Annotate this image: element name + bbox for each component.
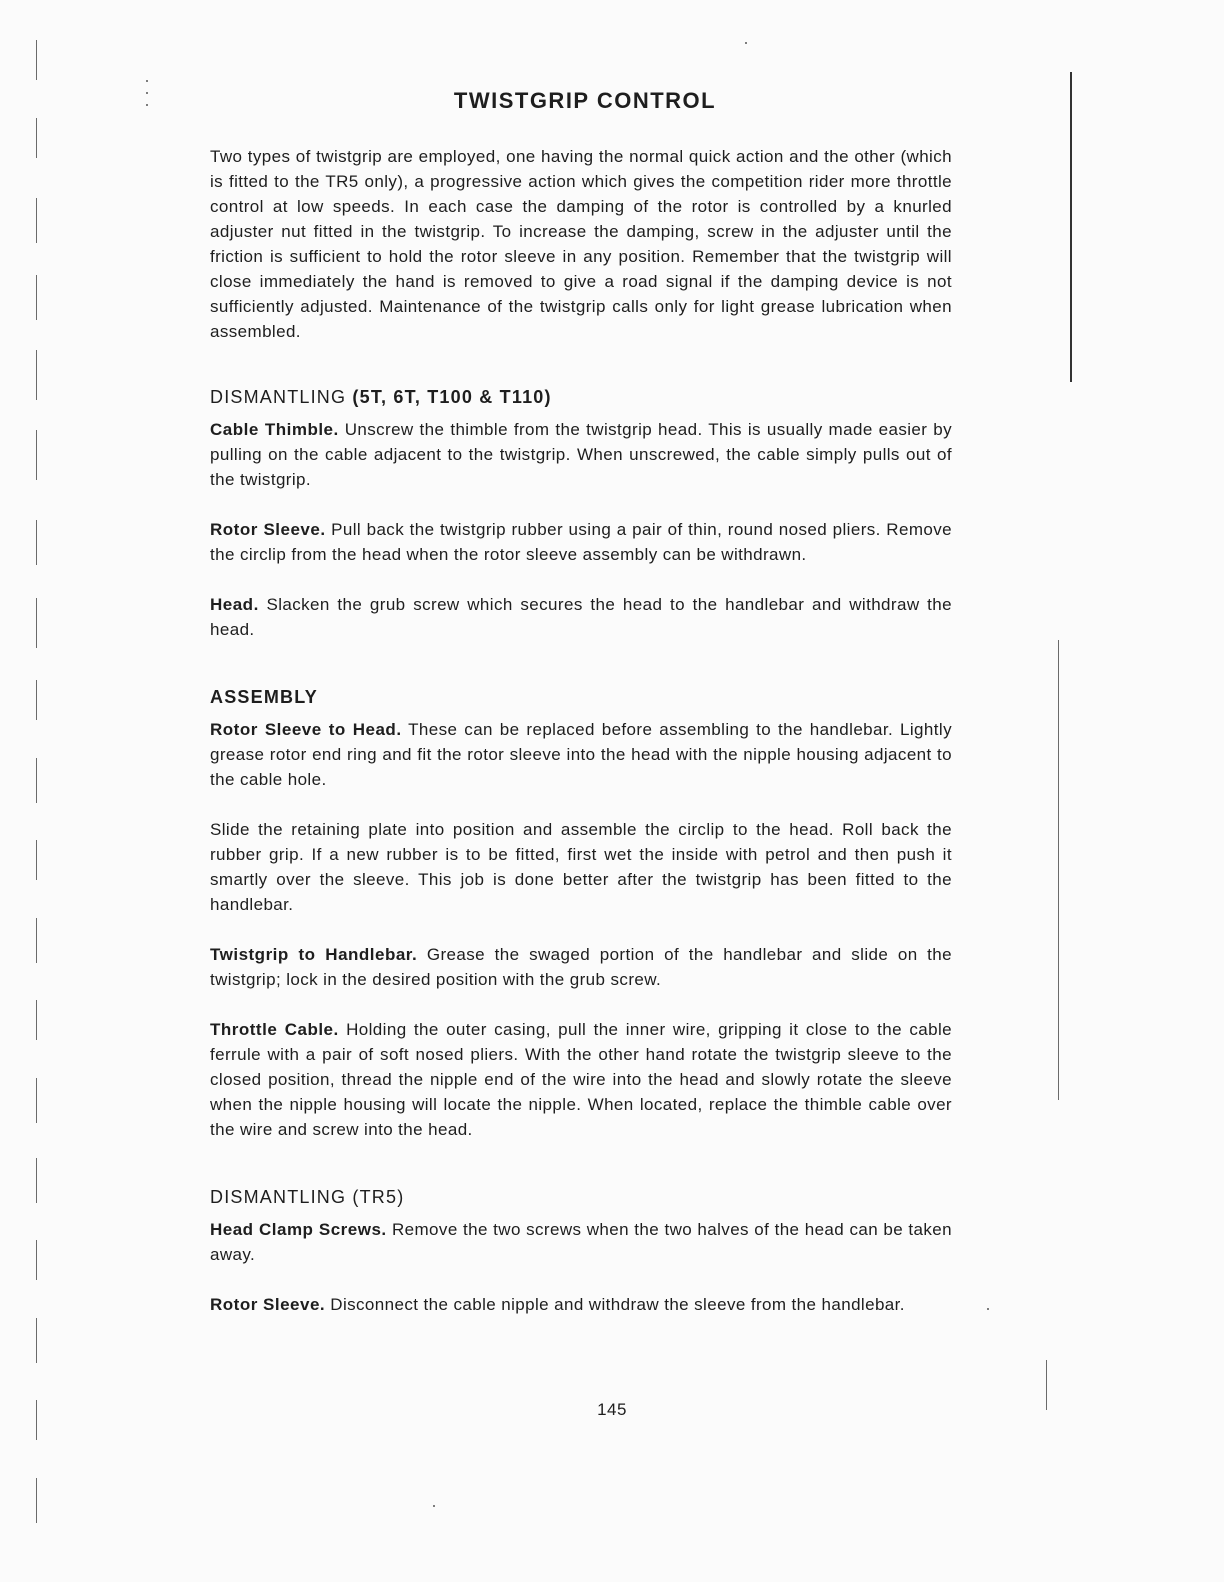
run-in-heading: Rotor Sleeve.	[210, 520, 326, 539]
assembly-section	[210, 687, 952, 1142]
heading-models: (5T, 6T, T100 & T110)	[352, 387, 552, 407]
paragraph-text: Remove the two screws when the two halves of the head can be taken away.	[210, 1220, 953, 1264]
heading-word: DISMANTLING	[210, 1187, 347, 1207]
paragraph-head-clamp-screws	[210, 1217, 952, 1267]
paragraph-rotor-sleeve	[210, 517, 952, 567]
paragraph-throttle-cable	[210, 1017, 952, 1142]
paragraph-text: These can be replaced before assembling to the handlebar. Lightly grease rotor end ring and fit the rotor sleeve into the head with the nipple housing adjacent to the cable hole.	[210, 720, 952, 789]
heading-word: DISMANTLING	[210, 387, 347, 407]
paragraph-twistgrip-to-handlebar	[210, 942, 952, 992]
paragraph-text: Slacken the grub screw which secures the head to the handlebar and withdraw the head.	[210, 595, 952, 639]
page-title: TWISTGRIP CONTROL	[453, 88, 717, 113]
paragraph-rotor-sleeve-tr5	[210, 1292, 952, 1317]
heading-models: (TR5)	[352, 1187, 405, 1207]
paragraph-text: Holding the outer casing, pull the inner wire, gripping it close to the cable ferrule with a pair of soft nosed pliers. With the other hand rotate the twistgrip sleeve to the closed position, thread the nipple end of the wire into the head and slowly rotate the sleeve when the nipple housing will locate the nipple. When located, replace the thimble cable over the wire and screw into the head.	[210, 1020, 952, 1139]
document-page	[210, 88, 952, 1317]
paragraph-cable-thimble	[210, 417, 952, 492]
paragraph-text: Pull back the twistgrip rubber using a pair of thin, round nosed pliers. Remove the circlip from the head when the rotor sleeve assembly can be withdrawn.	[210, 520, 953, 564]
run-in-heading: Rotor Sleeve.	[210, 1295, 326, 1314]
run-in-heading: Head Clamp Screws.	[210, 1220, 387, 1239]
dismantling-section	[210, 387, 952, 642]
page-number: 145	[597, 1400, 627, 1419]
paragraph-text: Disconnect the cable nipple and withdraw the sleeve from the handlebar.	[330, 1295, 905, 1314]
run-in-heading: Cable Thimble.	[210, 420, 339, 439]
section-heading-dismantling-tr5	[210, 1187, 952, 1208]
section-heading-dismantling	[210, 387, 952, 408]
run-in-heading: Rotor Sleeve to Head.	[210, 720, 402, 739]
paragraph-rotor-sleeve-to-head	[210, 717, 952, 792]
section-heading-assembly: ASSEMBLY	[210, 687, 318, 707]
run-in-heading: Head.	[210, 595, 259, 614]
paragraph-text: Grease the swaged portion of the handlebar and slide on the twistgrip; lock in the desired position with the grub screw.	[210, 945, 953, 989]
run-in-heading: Twistgrip to Handlebar.	[210, 945, 418, 964]
paragraph-text: Unscrew the thimble from the twistgrip head. This is usually made easier by pulling on the cable adjacent to the twistgrip. When unscrewed, the cable simply pulls out of the twistgrip.	[210, 420, 953, 489]
run-in-heading: Throttle Cable.	[210, 1020, 339, 1039]
paragraph-head	[210, 592, 952, 642]
dismantling-tr5-section	[210, 1187, 952, 1317]
paragraph-retaining-plate: Slide the retaining plate into position and assemble the circlip to the head. Roll back the rubber grip. If a new rubber is to be fitted, first wet the inside with petrol and then push it smartly over the sleeve. This job is done better after the twistgrip has been fitted to the handlebar.	[210, 820, 952, 914]
intro-paragraph: Two types of twistgrip are employed, one having the normal quick action and the other (which is fitted to the TR5 only), a progressive action which gives the competition rider more throttle control at low speeds. In each case the damping of the rotor is controlled by a knurled adjuster nut fitted in the twistgrip. To increase the damping, screw in the adjuster until the friction is sufficient to hold the rotor sleeve in any position. Remember that the twistgrip will close immediately the hand is removed to give a road signal if the damping device is not sufficiently adjusted. Maintenance of the twistgrip calls only for light grease lubrication when assembled.	[210, 147, 952, 341]
